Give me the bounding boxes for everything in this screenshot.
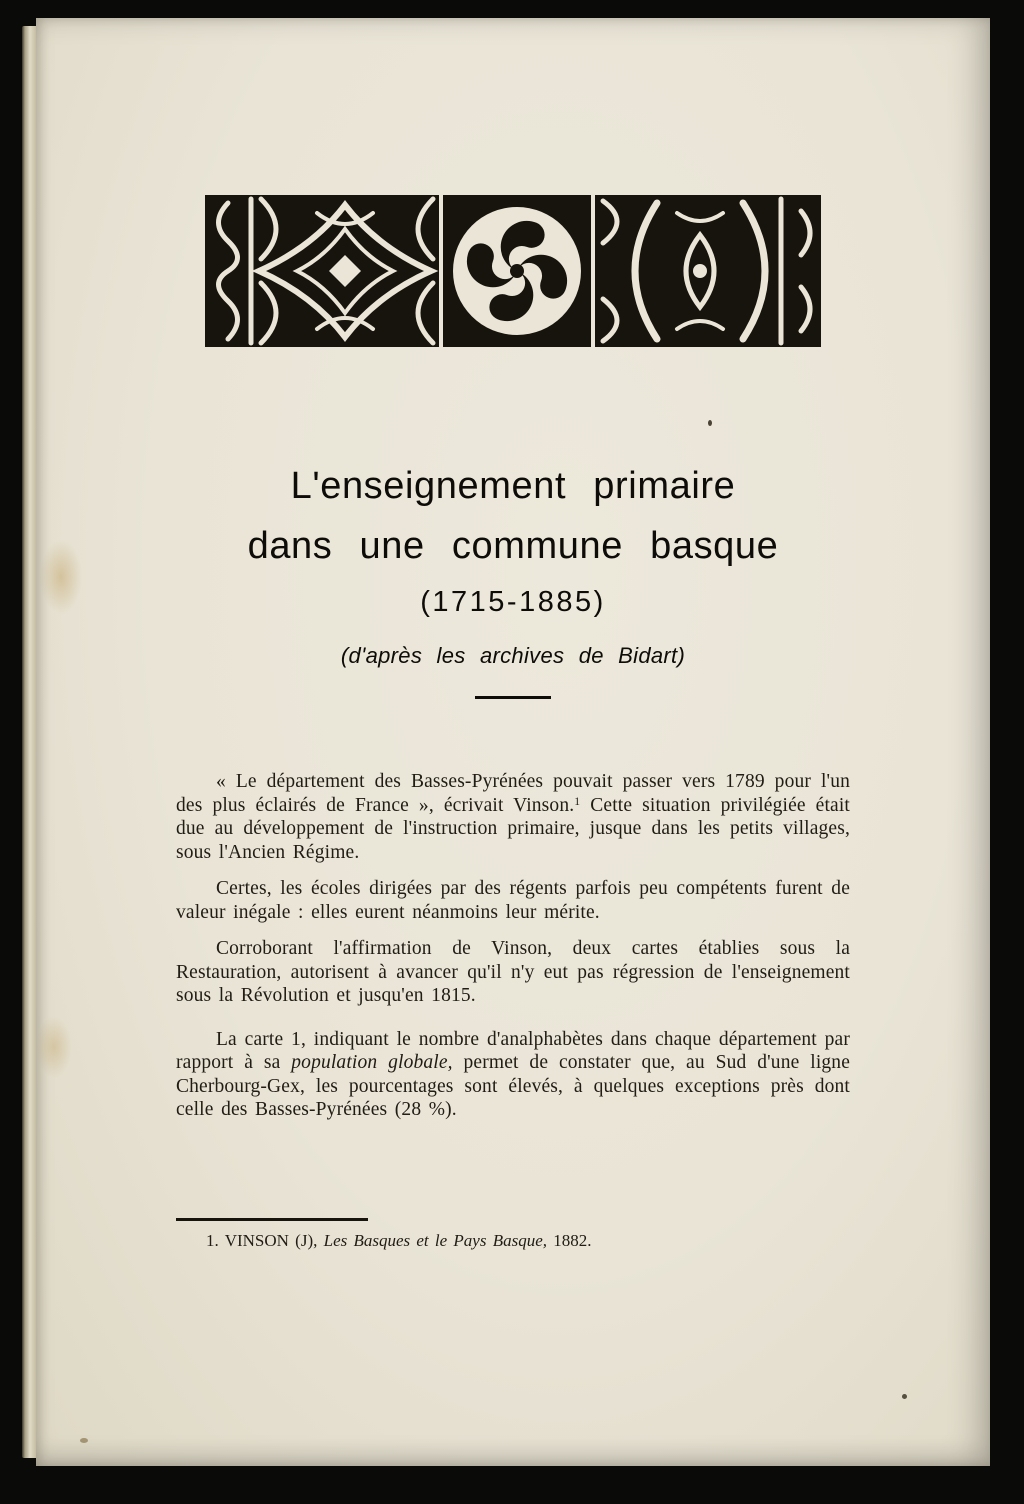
ornament-left-panel [205, 195, 439, 347]
paragraph-1: « Le département des Basses-Pyrénées pouvait passer vers 1789 pour l'un des plus éclairés de France », écrivait Vinson.$^1$ Cette situation privilégiée était due au développement de l'instruction primaire, jusque dans les petits villages, sous l'Ancien Régime. [176, 771, 850, 863]
stain [36, 1016, 72, 1078]
paragraph-2: Certes, les écoles dirigées par des régents parfois peu compétents furent de valeur inégale : elles eurent néanmoins leur mérite. [176, 878, 850, 923]
title-years: (1715-1885) [420, 586, 606, 618]
speck [708, 420, 712, 426]
speck [80, 1438, 88, 1443]
footnote-divider [176, 1218, 368, 1221]
page-title-line-1: L'enseignement primaire [290, 465, 736, 507]
ornament-right-panel [595, 195, 821, 347]
title-block [36, 456, 990, 699]
lauburu-medallion [443, 195, 591, 347]
footnote: 1. VINSON (J), Les Basques et le Pays Basque, 1882. [206, 1231, 592, 1250]
page-title-line-2: dans une commune basque [247, 525, 779, 567]
title-divider [475, 696, 551, 699]
book-page [36, 18, 990, 1466]
body-text [176, 770, 850, 1135]
paragraph-4: La carte 1, indiquant le nombre d'analphabètes dans chaque département par rapport à sa population globale, permet de constater que, au Sud d'une ligne Cherbourg-Gex, les pourcentages sont élevés, à quelques exceptions près dont celle des Basses-Pyrénées (28 %). [176, 1028, 850, 1120]
paragraph-3: Corroborant l'affirmation de Vinson, deux cartes établies sous la Restauration, autorisent à avancer qu'il n'y eut pas régression de l'enseignement sous la Révolution et jusqu'en 1815. [176, 938, 850, 1006]
speck [902, 1394, 907, 1399]
title-subtitle: (d'après les archives de Bidart) [340, 643, 686, 668]
basque-ornament-band [205, 195, 821, 347]
